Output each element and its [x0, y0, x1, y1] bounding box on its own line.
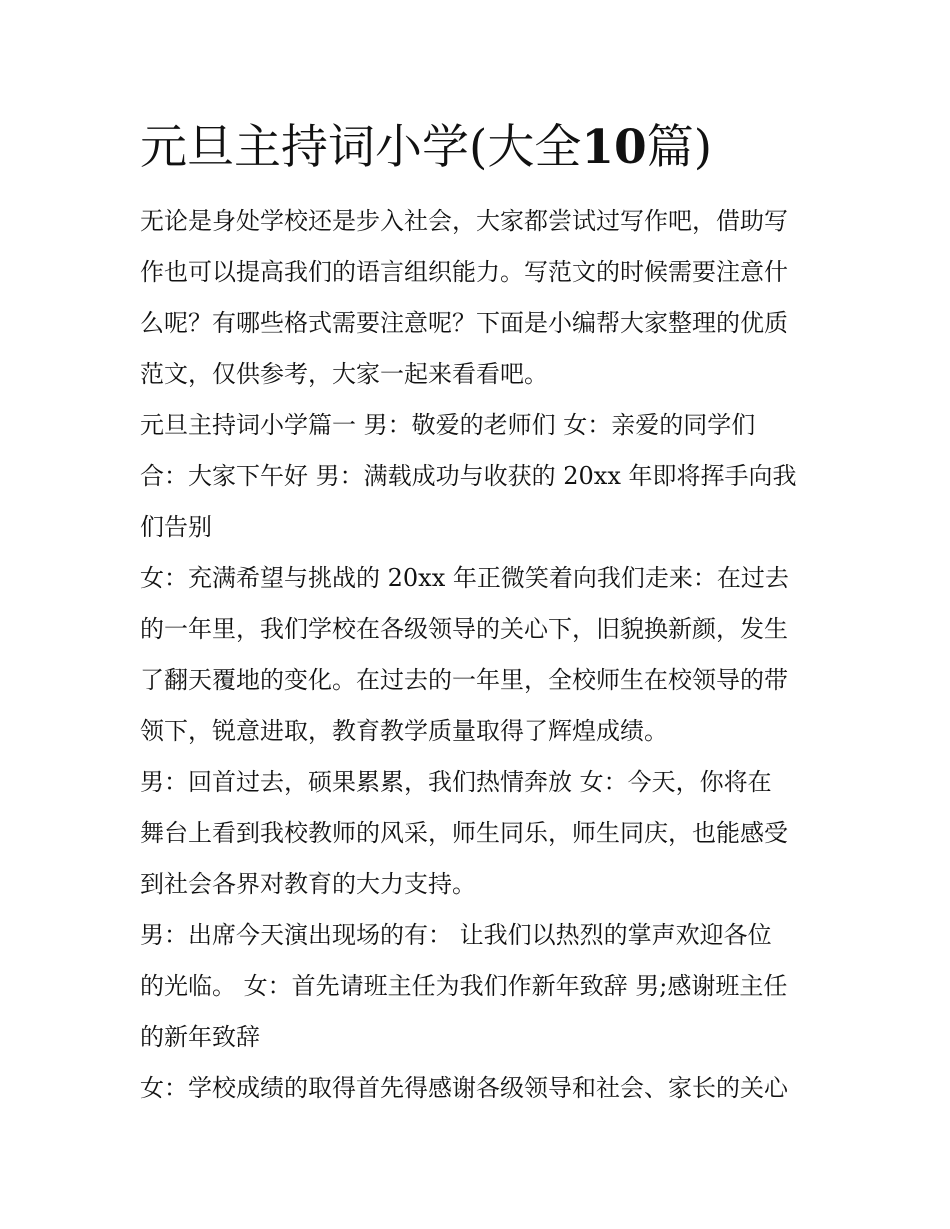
text-line: 的光临。 女：首先请班主任为我们作新年致辞 男;感谢班主任	[140, 972, 788, 1000]
text-line: 舞台上看到我校教师的风采，师生同乐，师生同庆，也能感受	[140, 819, 788, 847]
text-line: 了翻天覆地的变化。在过去的一年里，全校师生在校领导的带	[140, 666, 788, 694]
text-line: 领下，锐意进取，教育教学质量取得了辉煌成绩。	[140, 717, 668, 745]
text-line: 们告别	[140, 513, 212, 541]
text-line: 范文，仅供参考，大家一起来看看吧。	[140, 360, 548, 388]
text-line: 的一年里，我们学校在各级领导的关心下，旧貌换新颜，发生	[140, 615, 788, 643]
document-title	[140, 118, 712, 178]
text-line: 么呢？有哪些格式需要注意呢？下面是小编帮大家整理的优质	[140, 309, 788, 337]
text-line: 无论是身处学校还是步入社会，大家都尝试过写作吧，借助写	[140, 207, 788, 235]
text-line: 女：充满希望与挑战的 20xx 年正微笑着向我们走来：在过去	[140, 564, 789, 592]
text-line: 作也可以提高我们的语言组织能力。写范文的时候需要注意什	[140, 258, 788, 286]
title-number: 10	[581, 120, 647, 175]
text-line: 女：学校成绩的取得首先得感谢各级领导和社会、家长的关心	[140, 1074, 788, 1102]
text-line: 男：出席今天演出现场的有： 让我们以热烈的掌声欢迎各位	[140, 921, 772, 949]
text-line: 到社会各界对教育的大力支持。	[140, 870, 476, 898]
text-line: 合：大家下午好 男：满载成功与收获的 20xx 年即将挥手向我	[140, 462, 797, 490]
text-line: 男：回首过去，硕果累累，我们热情奔放 女：今天，你将在	[140, 768, 772, 796]
text-line: 的新年致辞	[140, 1023, 260, 1051]
document-body	[140, 196, 820, 1114]
text-line: 元旦主持词小学篇一 男：敬爱的老师们 女：亲爱的同学们	[140, 411, 756, 439]
title-text-part2: 篇)	[646, 120, 713, 175]
title-text-part1: 元旦主持词小学(大全	[140, 120, 582, 175]
